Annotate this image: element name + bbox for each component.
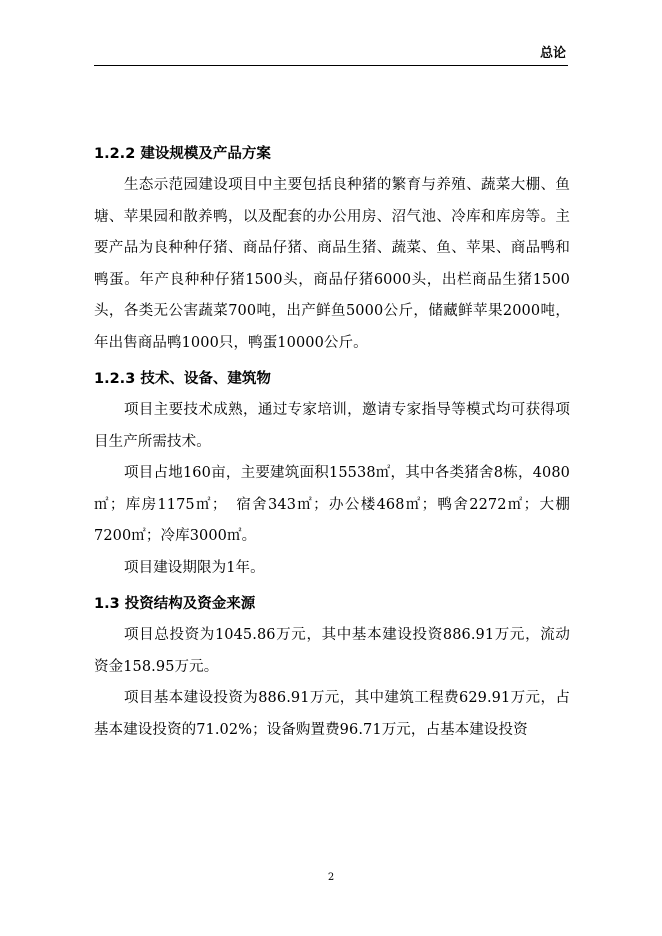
section-heading-investment: 1.3 投资结构及资金来源 [94,596,256,612]
section-heading-scale-products: 1.2.2 建设规模及产品方案 [94,146,271,162]
paragraph-scale-products: 生态示范园建设项目中主要包括良种猪的繁育与养殖、蔬菜大棚、鱼塘、苹果园和散养鸭，以及配套的办公用房、沼气池、冷库和库房等。主要产品为良种种仔猪、商品仔猪、商品生猪、蔬菜、鱼、苹果、商品鸭和鸭蛋。年产良种种仔猪1500头，商品仔猪6000头，出栏商品生猪1500头，各类无公害蔬菜700吨，出产鲜鱼5000公斤，储藏鲜苹果2000吨，年出售商品鸭1000只，鸭蛋10000公斤。 [94,177,570,351]
page-number: 2 [327,872,335,883]
header-section-label: 总论 [539,46,566,61]
section-heading-technology: 1.2.3 技术、设备、建筑物 [94,371,271,387]
header-divider [94,65,568,66]
paragraph-total-investment: 项目总投资为1045.86万元，其中基本建设投资886.91万元，流动资金158.95万元。 [94,627,570,675]
document-body [94,138,570,746]
paragraph-construction-period: 项目建设期限为1年。 [124,559,265,576]
paragraph-land-buildings: 项目占地160亩，主要建筑面积15538㎡，其中各类猪舍8栋，4080㎡；库房1175㎡； 宿舍343㎡；办公楼468㎡；鸭舍2272㎡；大棚7200㎡；冷库3000㎡。 [94,465,570,544]
paragraph-capital-investment: 项目基本建设投资为886.91万元，其中建筑工程费629.91万元，占基本建设投资的71.02%；设备购置费96.71万元，占基本建设投资 [94,690,570,738]
paragraph-technology: 项目主要技术成熟，通过专家培训，邀请专家指导等模式均可获得项目生产所需技术。 [94,402,570,450]
